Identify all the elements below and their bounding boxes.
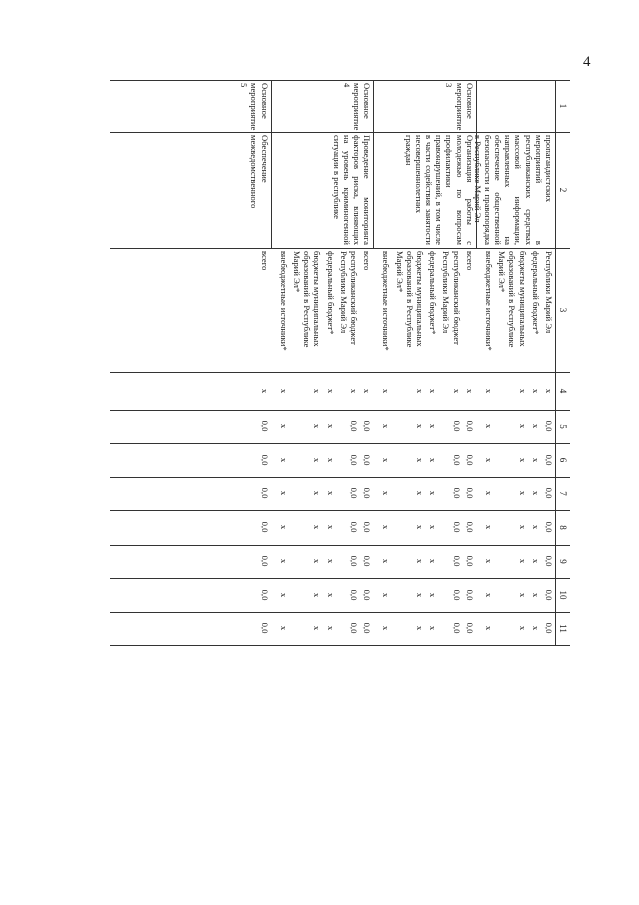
budget-value: 0,0	[544, 521, 554, 533]
funding-source-label: всего	[464, 251, 475, 271]
budget-value: х	[530, 524, 541, 530]
budget-value: х	[517, 592, 528, 598]
column-header: 7	[558, 491, 568, 496]
budget-value: 0,0	[451, 589, 462, 601]
budget-table	[110, 80, 570, 860]
funding-source-label: всего	[362, 251, 373, 271]
column-header: 3	[558, 307, 568, 313]
budget-value: х	[484, 457, 494, 463]
budget-value: х	[530, 423, 541, 429]
budget-value: х	[428, 592, 439, 598]
funding-source-label: республиканский бюджет	[451, 251, 462, 345]
column-divider	[110, 443, 570, 444]
budget-value: х	[484, 388, 494, 394]
funding-source-label: Республики Марий Эл	[441, 251, 452, 334]
budget-value: х	[312, 388, 323, 394]
budget-value: х	[530, 592, 541, 598]
budget-value: х	[428, 457, 439, 463]
budget-value: 0,0	[349, 487, 359, 499]
budget-value: х	[278, 592, 289, 598]
budget-value: х	[530, 388, 541, 394]
budget-value: х	[428, 558, 439, 564]
funding-source-label: внебюджетные источники*	[484, 251, 494, 351]
funding-source-label: образований в Республике	[507, 251, 518, 348]
budget-value: 0,0	[349, 420, 359, 432]
budget-value: х	[325, 558, 336, 564]
budget-value: х	[451, 388, 462, 394]
budget-value: х	[312, 625, 323, 631]
budget-value: 0,0	[259, 487, 270, 499]
budget-value: х	[278, 423, 289, 429]
budget-value: 0,0	[464, 622, 475, 634]
funding-source-label: внебюджетные источники*	[278, 251, 289, 351]
budget-value: 0,0	[259, 589, 270, 601]
budget-value: 0,0	[451, 521, 462, 533]
funding-source-label: образований в Республике	[404, 251, 415, 348]
funding-source-label: образований в Республике	[302, 251, 313, 348]
budget-value: 0,0	[464, 555, 475, 567]
budget-value: 0,0	[362, 454, 373, 466]
budget-value: х	[530, 457, 541, 463]
budget-value: 0,0	[362, 555, 373, 567]
budget-value: х	[428, 490, 439, 496]
budget-value: х	[544, 388, 554, 394]
column-divider	[110, 132, 570, 133]
column-header: 10	[558, 590, 568, 600]
row-divider	[271, 80, 272, 248]
column-divider	[110, 612, 570, 613]
activity-name: Основное мероприятие 3	[444, 83, 475, 131]
budget-value: 0,0	[362, 420, 373, 432]
column-header: 4	[558, 388, 568, 394]
budget-value: х	[517, 625, 528, 631]
funding-source-label: федеральный бюджет*	[530, 251, 541, 335]
budget-value: х	[381, 388, 392, 394]
budget-value: х	[381, 625, 392, 631]
budget-value: х	[325, 490, 336, 496]
column-header: 1	[558, 103, 568, 109]
activity-description: пропагандистских мероприятий в республиканских средствах массовой информации, направленных на обеспечение общественной безопасности и правопорядка в Республике Марий Эл	[472, 135, 554, 245]
budget-value: х	[428, 423, 439, 429]
activity-description: Проведение мониторинга факторов риска, влияющих на уровень криминогенной ситуации в республике	[331, 135, 373, 245]
budget-value: х	[381, 592, 392, 598]
budget-value: 0,0	[464, 487, 475, 499]
budget-value: х	[278, 457, 289, 463]
budget-value: х	[484, 524, 494, 530]
budget-value: 0,0	[464, 589, 475, 601]
funding-source-label: бюджеты муниципальных	[517, 251, 528, 347]
budget-value: х	[325, 524, 336, 530]
budget-value: 0,0	[464, 454, 475, 466]
budget-value: 0,0	[544, 420, 554, 432]
budget-value: х	[312, 558, 323, 564]
page-number: 4	[583, 54, 591, 70]
budget-value: 0,0	[349, 622, 359, 634]
column-divider	[110, 578, 570, 579]
budget-value: х	[259, 388, 270, 394]
funding-source-label: Республики Марий Эл	[544, 251, 554, 334]
budget-value: х	[517, 524, 528, 530]
budget-value: 0,0	[349, 555, 359, 567]
budget-value: х	[530, 625, 541, 631]
column-header: 8	[558, 525, 568, 530]
budget-value: х	[428, 625, 439, 631]
funding-source-label: Марий Эл*	[292, 251, 302, 293]
budget-value: 0,0	[349, 521, 359, 533]
budget-value: 0,0	[544, 622, 554, 634]
budget-value: х	[312, 423, 323, 429]
budget-value: 0,0	[451, 454, 462, 466]
budget-value: х	[517, 423, 528, 429]
budget-value: 0,0	[544, 555, 554, 567]
column-divider	[110, 545, 570, 546]
column-divider	[110, 477, 570, 478]
column-divider	[110, 645, 570, 646]
budget-value: х	[484, 490, 494, 496]
budget-value: 0,0	[451, 487, 462, 499]
budget-value: х	[484, 558, 494, 564]
budget-value: х	[415, 558, 425, 564]
budget-value: х	[381, 490, 392, 496]
budget-value: х	[325, 388, 336, 394]
budget-value: 0,0	[362, 622, 373, 634]
budget-value: х	[278, 388, 289, 394]
budget-value: х	[312, 592, 323, 598]
budget-value: х	[415, 592, 425, 598]
budget-value: х	[428, 388, 439, 394]
column-header: 9	[558, 559, 568, 564]
column-divider	[110, 248, 570, 249]
column-divider	[110, 372, 570, 373]
budget-value: х	[278, 558, 289, 564]
budget-value: 0,0	[259, 555, 270, 567]
budget-value: х	[415, 625, 425, 631]
budget-value: х	[484, 592, 494, 598]
table-border-left	[110, 80, 570, 81]
column-header: 11	[558, 624, 568, 633]
budget-value: х	[415, 457, 425, 463]
budget-value: х	[484, 625, 494, 631]
budget-value: х	[428, 524, 439, 530]
budget-value: 0,0	[544, 487, 554, 499]
funding-source-label: Марий Эл*	[497, 251, 508, 293]
budget-value: 0,0	[451, 420, 462, 432]
budget-value: 0,0	[451, 622, 462, 634]
budget-value: х	[484, 423, 494, 429]
budget-value: х	[517, 558, 528, 564]
budget-value: 0,0	[464, 521, 475, 533]
header-divider	[555, 80, 556, 645]
budget-value: х	[278, 524, 289, 530]
funding-source-label: бюджеты муниципальных	[312, 251, 323, 347]
budget-value: х	[362, 388, 373, 394]
budget-value: х	[278, 490, 289, 496]
funding-source-label: Марий Эл*	[394, 251, 405, 293]
budget-value: х	[381, 524, 392, 530]
budget-value: х	[415, 490, 425, 496]
funding-source-label: внебюджетные источники*	[381, 251, 392, 351]
budget-value: х	[464, 388, 475, 394]
budget-value: х	[415, 423, 425, 429]
activity-description: Обеспечение межведомственного	[249, 135, 270, 209]
column-header: 6	[558, 457, 568, 463]
activity-description: Организация работы с молодежью по вопросам профилактики правонарушений, в том числе в части содействия занятости несовершеннолетних граждан	[403, 135, 475, 245]
budget-value: 0,0	[259, 420, 270, 432]
budget-value: 0,0	[349, 589, 359, 601]
budget-value: х	[381, 457, 392, 463]
budget-value: х	[415, 524, 425, 530]
budget-value: 0,0	[259, 622, 270, 634]
activity-name: Основное мероприятие 5	[239, 83, 270, 131]
funding-source-label: Республики Марий Эл	[338, 251, 349, 334]
budget-value: 0,0	[362, 589, 373, 601]
budget-value: х	[312, 457, 323, 463]
funding-source-label: всего	[259, 251, 270, 271]
budget-value: х	[325, 423, 336, 429]
budget-value: 0,0	[464, 420, 475, 432]
budget-value: 0,0	[362, 521, 373, 533]
budget-value: х	[517, 457, 528, 463]
column-header: 5	[558, 424, 568, 429]
rotated-table-page	[110, 80, 570, 860]
budget-value: 0,0	[349, 454, 359, 466]
funding-source-label: федеральный бюджет*	[325, 251, 336, 335]
row-divider	[373, 80, 374, 248]
budget-value: х	[325, 457, 336, 463]
budget-value: х	[381, 558, 392, 564]
column-divider	[110, 510, 570, 511]
budget-value: х	[312, 490, 323, 496]
budget-value: х	[312, 524, 323, 530]
budget-value: 0,0	[544, 454, 554, 466]
budget-value: 0,0	[544, 589, 554, 601]
budget-value: х	[381, 423, 392, 429]
budget-value: х	[517, 490, 528, 496]
funding-source-label: бюджеты муниципальных	[415, 251, 425, 347]
funding-source-label: федеральный бюджет*	[428, 251, 439, 335]
budget-value: х	[530, 490, 541, 496]
budget-value: 0,0	[259, 521, 270, 533]
budget-value: х	[325, 592, 336, 598]
row-divider	[476, 80, 477, 248]
budget-value: х	[517, 388, 528, 394]
funding-source-label: республиканский бюджет	[349, 251, 359, 345]
budget-value: 0,0	[362, 487, 373, 499]
activity-name: Основное мероприятие 4	[341, 83, 373, 131]
budget-value: х	[349, 388, 359, 394]
budget-value: 0,0	[451, 555, 462, 567]
budget-value: х	[278, 625, 289, 631]
column-header: 2	[558, 187, 568, 193]
budget-value: х	[530, 558, 541, 564]
budget-value: х	[325, 625, 336, 631]
column-divider	[110, 410, 570, 411]
budget-value: 0,0	[259, 454, 270, 466]
budget-value: х	[415, 388, 425, 394]
